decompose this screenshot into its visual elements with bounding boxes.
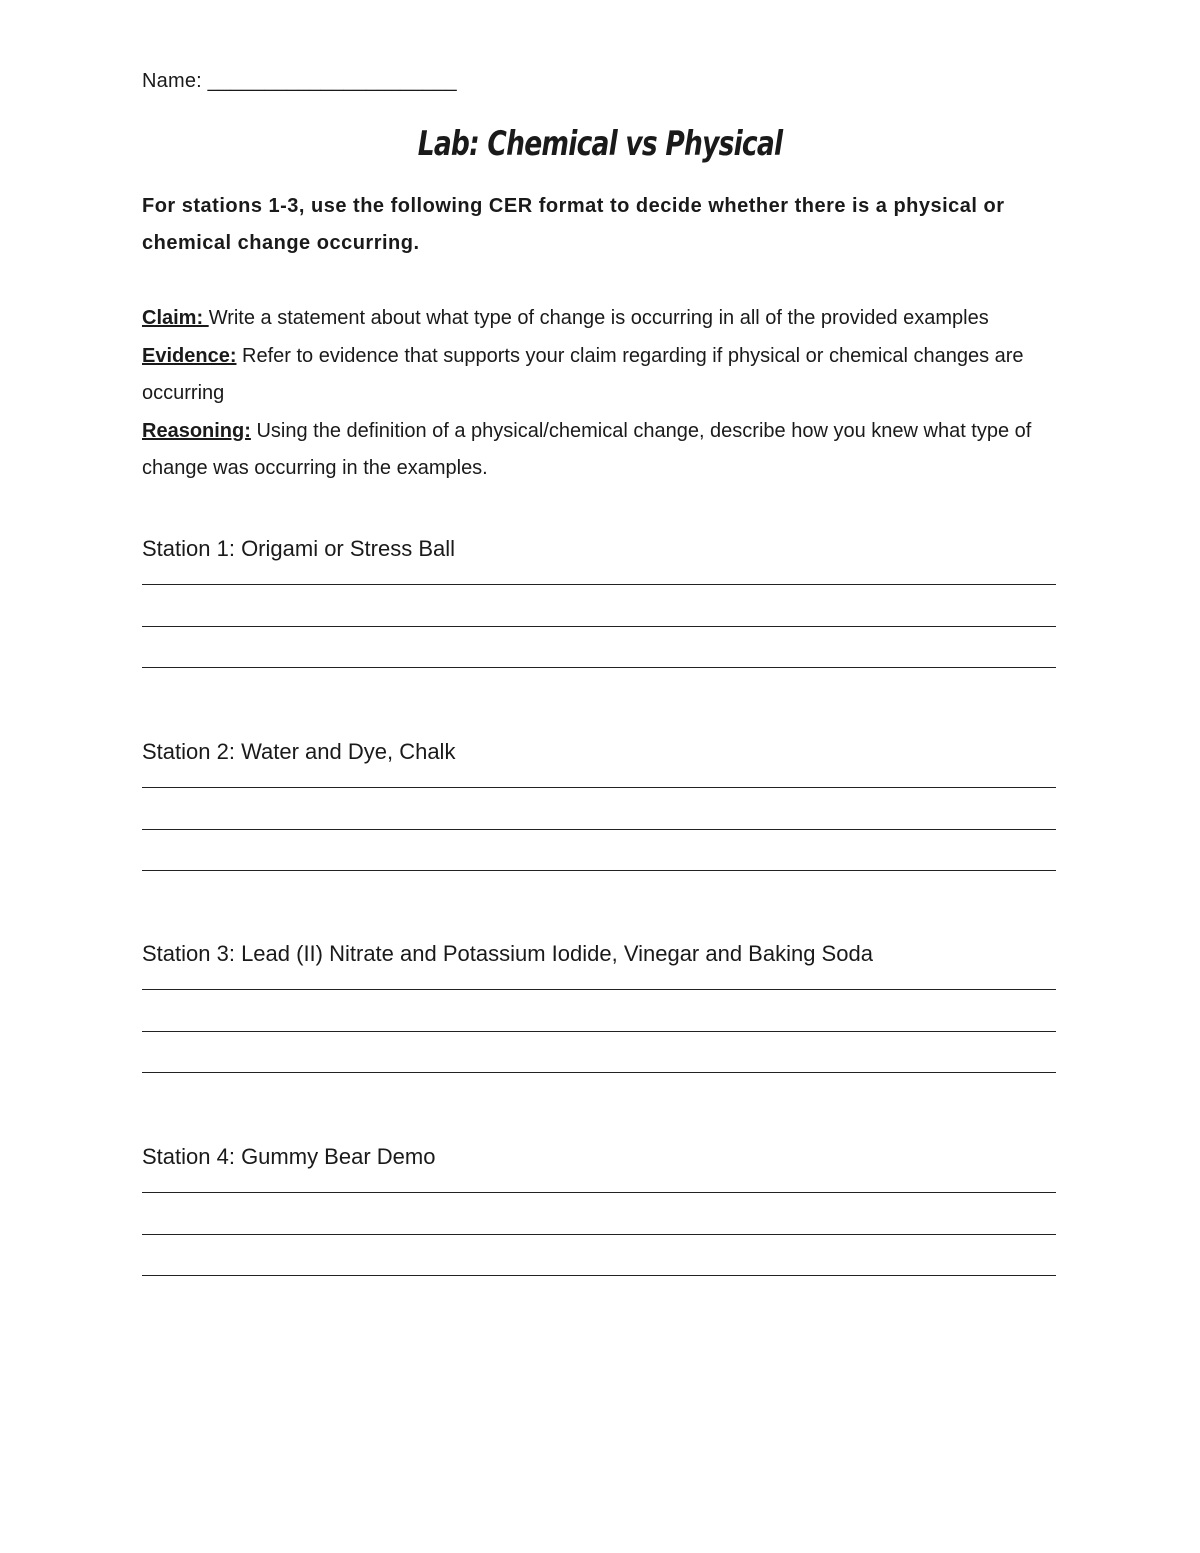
station-4 bbox=[142, 1142, 1057, 1172]
station-title: Station 4: Gummy Bear Demo bbox=[142, 1144, 436, 1169]
station-1 bbox=[142, 534, 1057, 564]
claim-paragraph bbox=[142, 300, 1072, 338]
evidence-paragraph bbox=[142, 338, 1072, 413]
station-3 bbox=[142, 939, 1057, 969]
claim-text: Write a statement about what type of change is occurring in all of the provided examples bbox=[208, 307, 989, 329]
answer-line[interactable] bbox=[142, 787, 1056, 788]
answer-line[interactable] bbox=[142, 1192, 1056, 1193]
station-title: Station 1: Origami or Stress Ball bbox=[142, 536, 456, 561]
station-2 bbox=[142, 737, 1057, 767]
answer-line[interactable] bbox=[142, 870, 1056, 871]
reasoning-text: Using the definition of a physical/chemical change, describe how you knew what type of change was occurring in the examples. bbox=[142, 419, 1032, 479]
answer-line[interactable] bbox=[142, 1072, 1056, 1073]
cer-format bbox=[142, 300, 1072, 488]
reasoning-term: Reasoning: bbox=[142, 419, 251, 442]
answer-line[interactable] bbox=[142, 626, 1056, 627]
instructions: For stations 1-3, use the following CER format to decide whether there is a physical or chemical change occurring. bbox=[142, 195, 1005, 254]
evidence-text: Refer to evidence that supports your claim regarding if physical or chemical changes are occurring bbox=[142, 344, 1024, 404]
evidence-term: Evidence: bbox=[142, 344, 237, 367]
answer-line[interactable] bbox=[142, 829, 1056, 830]
answer-line[interactable] bbox=[142, 989, 1056, 990]
page-title: Lab: Chemical vs Physical bbox=[417, 124, 783, 164]
reasoning-paragraph bbox=[142, 413, 1072, 488]
station-title: Station 2: Water and Dye, Chalk bbox=[142, 739, 456, 764]
answer-line[interactable] bbox=[142, 1275, 1056, 1276]
station-title: Station 3: Lead (II) Nitrate and Potassium Iodide, Vinegar and Baking Soda bbox=[142, 941, 873, 966]
answer-line[interactable] bbox=[142, 1234, 1056, 1235]
name-field[interactable]: Name: ______________________ bbox=[142, 70, 457, 92]
claim-term: Claim: bbox=[142, 307, 209, 329]
answer-line[interactable] bbox=[142, 667, 1056, 668]
answer-line[interactable] bbox=[142, 1031, 1056, 1032]
answer-line[interactable] bbox=[142, 584, 1056, 585]
